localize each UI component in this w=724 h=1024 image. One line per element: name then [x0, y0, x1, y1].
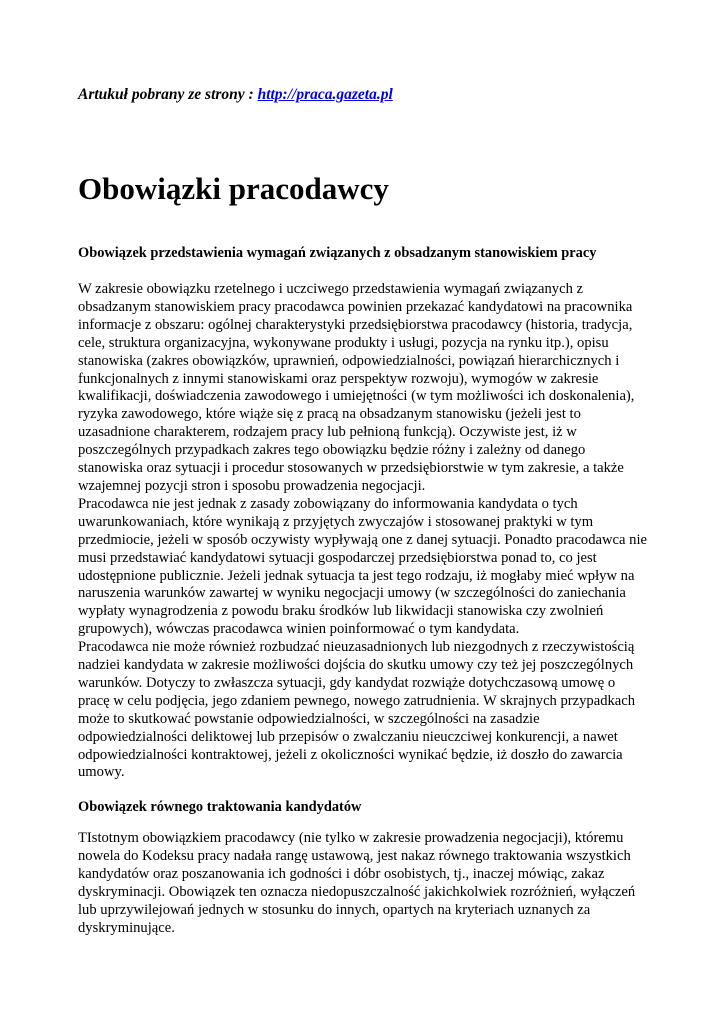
paragraph: Pracodawca nie jest jednak z zasady zobowiązany do informowania kandydata o tych uwarunkowaniach, które wynikają z przyjętych zwyczajów i stosowanej praktyki w tym przedmiocie, jeżeli w sposób oczywisty wypływają one z danej sytuacji. Ponadto pracodawca nie musi przedstawiać kandydatowi sytuacji gospodarczej przedsiębiorstwa ponad to, co jest udostępnione publicznie. Jeżeli jednak sytuacja ta jest tego rodzaju, iż mogłaby mieć wpływ na naruszenia warunków zawartej w wyniku negocjacji umowy (w szczególności do zaniechania wypłaty wynagrodzenia z powodu braku środków lub likwidacji stanowiska czy zwolnień grupowych), wówczas pracodawca winien poinformować o tym kandydata. — [78, 495, 647, 638]
paragraph: W zakresie obowiązku rzetelnego i uczciwego przedstawienia wymagań związanych z obsadzanym stanowiskiem pracy pracodawca powinien przekazać kandydatowi na pracownika informacje z obszaru: ogólnej charakterystyki przedsiębiorstwa pracodawcy (historia, tradycja, cele, struktura organizacyjna, wykonywane produkty i usługi, pozycja na rynku itp.), opisu stanowiska (zakres obowiązków, uprawnień, odpowiedzialności, powiązań hierarchicznych i funkcjonalnych z innymi stanowiskami oraz perspektyw rozwoju), wymogów w zakresie kwalifikacji, doświadczenia zawodowego i umiejętności (w tym możliwości ich doskonalenia), ryzyka zawodowego, które wiąże się z pracą na obsadzanym stanowisku (jeżeli jest to uzasadnione charakterem, rodzajem pracy lub pełnioną funkcją). Oczywiste jest, iż w poszczególnych przypadkach zakres tego obowiązku będzie różny i zależny od danego stanowiska oraz sytuacji i procedur stosowanych w przedsiębiorstwie w tym zakresie, a także wzajemnej pozycji stron i sposobu prowadzenia negocjacji. — [78, 281, 635, 494]
section-heading-equal-treatment: Obowiązek równego traktowania kandydatów — [78, 799, 362, 815]
paragraph: Pracodawca nie może również rozbudzać nieuzasadnionych lub niezgodnych z rzeczywistością nadziei kandydata w zakresie możliwości dojścia do skutku umowy czy też jej poszczególnych warunków. Dotyczy to zwłaszcza sytuacji, gdy kandydat rozwiąże dotychczasową umowę o pracę w celu podjęcia, jego zdaniem pewnego, nowego zatrudnienia. W skrajnych przypadkach może to skutkować powstanie odpowiedzialności, w szczególności na zasadzie odpowiedzialności deliktowej lub przepisów o zwalczaniu nieuczciwej konkurencji, a nawet odpowiedzialności kontraktowej, jeżeli z okoliczności wynikać będzie, iż doszło do zawarcia umowy. — [78, 639, 636, 781]
source-link[interactable]: http://praca.gazeta.pl — [257, 86, 393, 103]
section-body-equal-treatment — [78, 830, 650, 937]
section-body-requirements — [78, 281, 650, 782]
paragraph: TIstotnym obowiązkiem pracodawcy (nie tylko w zakresie prowadzenia negocjacji), któremu nowela do Kodeksu pracy nadała rangę ustawową, jest nakaz równego traktowania wszystkich kandydatów oraz poszanowania ich godności i dóbr osobistych, tj., inaczej mówiąc, zakaz dyskryminacji. Obowiązek ten oznacza niedopuszczalność jakichkolwiek rozróżnień, wyłączeń lub uprzywilejowań jednych w stosunku do innych, opartych na kryteriach uznanych za dyskryminujące. — [78, 830, 636, 936]
source-line — [78, 86, 393, 104]
page-title: Obowiązki pracodawcy — [78, 171, 389, 206]
section-heading-requirements: Obowiązek przedstawienia wymagań związanych z obsadzanym stanowiskiem pracy — [78, 245, 597, 261]
source-label: Artukuł pobrany ze strony : — [78, 86, 258, 103]
